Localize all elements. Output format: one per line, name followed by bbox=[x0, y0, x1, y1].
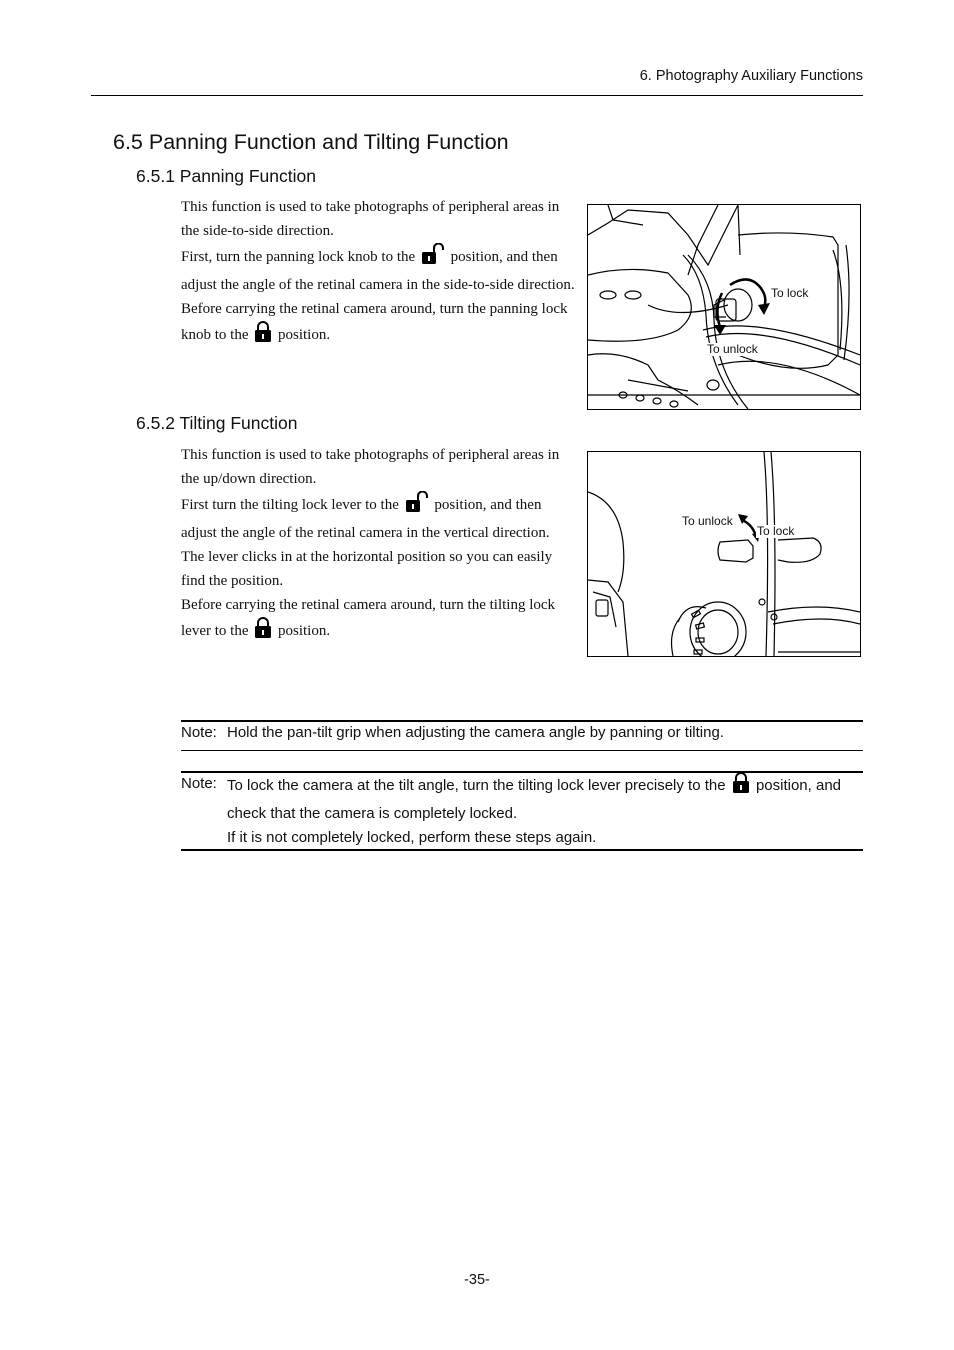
to-lock-label: To lock bbox=[771, 286, 809, 300]
note-1-label: Note: bbox=[181, 724, 217, 741]
tilting-paragraph-2-start: First turn the tilting lock lever to the bbox=[181, 497, 399, 513]
tilting-paragraph-2 bbox=[181, 491, 577, 545]
locked-padlock-icon bbox=[732, 772, 750, 802]
note-1-bottom-rule bbox=[181, 750, 863, 751]
panning-lock-knob-illustration bbox=[587, 204, 861, 410]
locked-padlock-icon bbox=[254, 321, 272, 351]
header-divider bbox=[91, 95, 863, 96]
note-2-text-start: To lock the camera at the tilt angle, turn the tilting lock lever precisely to the bbox=[227, 777, 726, 794]
tilting-paragraph-4 bbox=[181, 593, 577, 647]
unlocked-padlock-icon bbox=[421, 243, 445, 273]
note-1-text: Hold the pan-tilt grip when adjusting the camera angle by panning or tilting. bbox=[227, 724, 724, 741]
subsection-title-tilting: 6.5.2 Tilting Function bbox=[136, 413, 298, 433]
note-2-text-end: position, and check that the camera is completely locked. bbox=[227, 777, 842, 822]
note-2-bottom-rule bbox=[181, 849, 863, 851]
panning-paragraph-3 bbox=[181, 297, 577, 351]
panning-paragraph-2 bbox=[181, 243, 577, 297]
tilting-paragraph-4-end: position. bbox=[277, 623, 331, 639]
note-2-text-2: If it is not completely locked, perform these steps again. bbox=[227, 829, 597, 846]
to-unlock-label: To unlock bbox=[707, 342, 758, 356]
section-title: 6.5 Panning Function and Tilting Function bbox=[113, 130, 509, 154]
to-lock-label: To lock bbox=[757, 524, 795, 538]
tilting-body bbox=[181, 443, 577, 647]
to-unlock-label: To unlock bbox=[682, 514, 733, 528]
panning-body bbox=[181, 195, 577, 351]
running-header: 6. Photography Auxiliary Functions bbox=[639, 68, 863, 84]
subsection-title-panning: 6.5.1 Panning Function bbox=[136, 166, 316, 186]
unlocked-padlock-icon bbox=[405, 491, 429, 521]
panning-paragraph-3-end: position. bbox=[278, 327, 331, 343]
note-2-text-1 bbox=[227, 772, 863, 826]
panning-paragraph-2-start: First, turn the panning lock knob to the bbox=[181, 249, 416, 265]
note-1 bbox=[181, 721, 863, 745]
tilting-paragraph-1: This function is used to take photographs of peripheral areas in the up/down direction. bbox=[181, 447, 560, 487]
panning-paragraph-3-start: Before carrying the retinal camera around, turn the panning lock knob to the bbox=[181, 301, 568, 343]
note-2 bbox=[181, 772, 863, 850]
tilting-paragraph-4-start: Before carrying the retinal camera around, turn the tilting lock lever to the bbox=[181, 597, 556, 639]
panning-paragraph-1: This function is used to take photographs of peripheral areas in the side-to-side direction. bbox=[181, 199, 560, 239]
locked-padlock-icon bbox=[254, 617, 272, 647]
panning-paragraph-2-end: position, and then adjust the angle of the retinal camera in the side-to-side direction. bbox=[181, 249, 575, 293]
tilting-paragraph-3: The lever clicks in at the horizontal position so you can easily find the position. bbox=[181, 549, 553, 589]
page-number: -35- bbox=[464, 1272, 490, 1288]
note-2-label: Note: bbox=[181, 775, 217, 792]
tilting-lock-lever-illustration bbox=[587, 451, 861, 657]
tilting-paragraph-2-end: position, and then adjust the angle of the retinal camera in the vertical direction. bbox=[181, 497, 550, 541]
